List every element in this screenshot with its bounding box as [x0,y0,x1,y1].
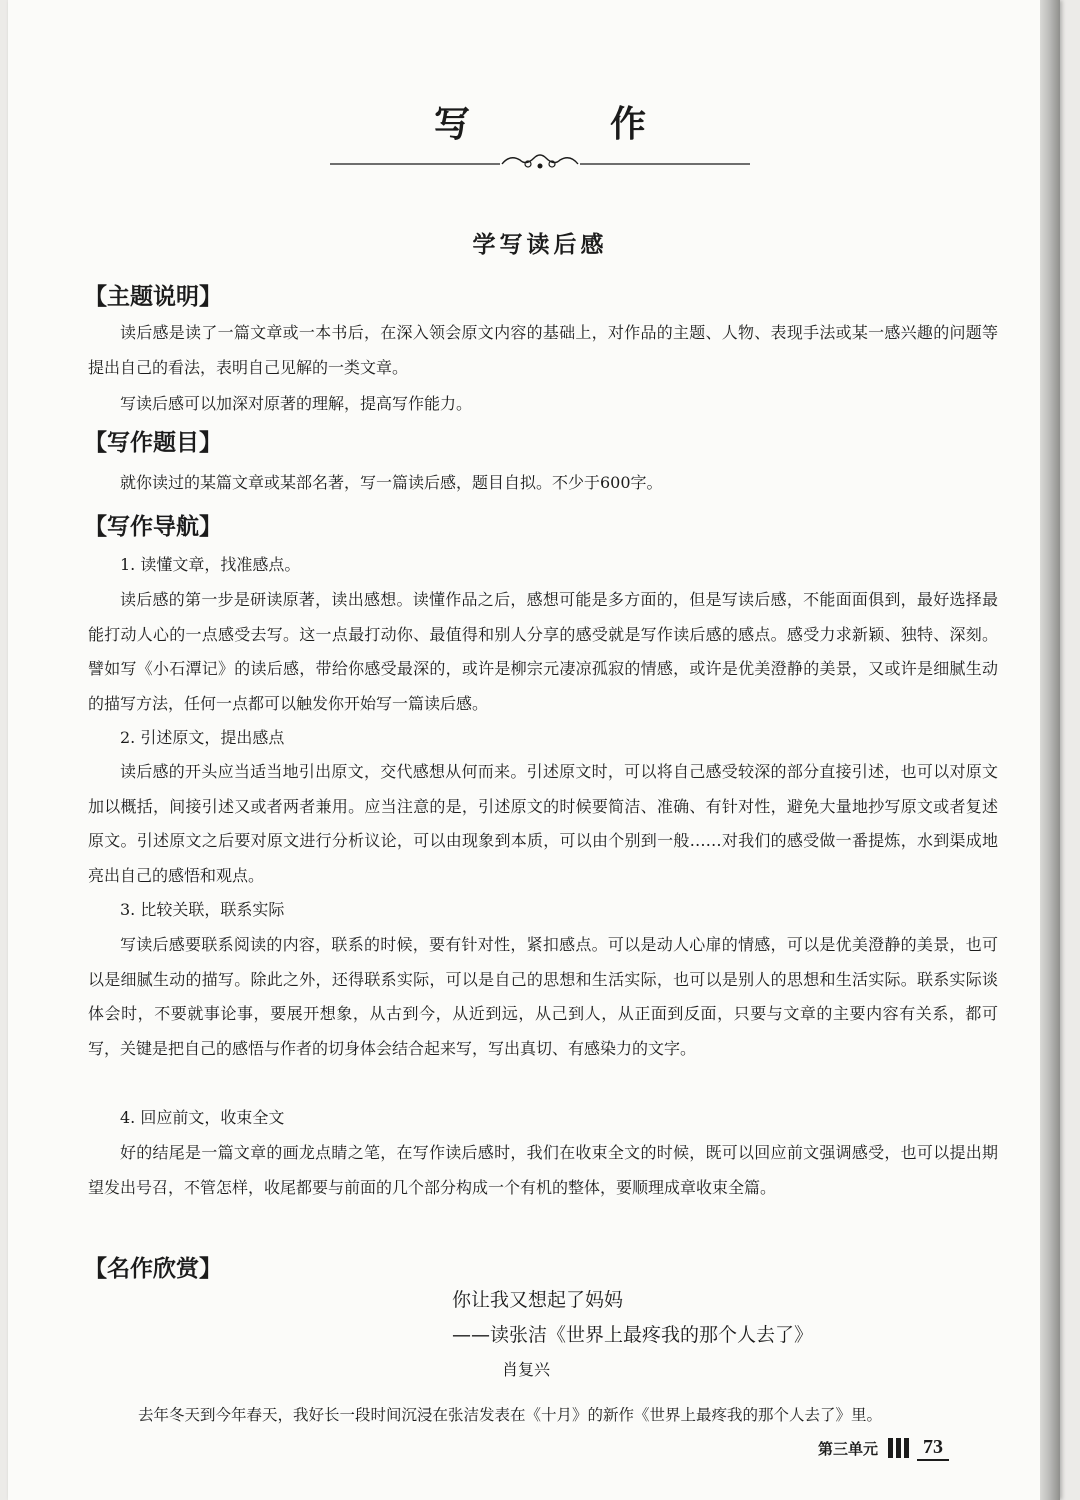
theme-heading: 【主题说明】 [84,284,222,310]
guide-heading: 【写作导航】 [84,514,222,540]
unit-label: 第三单元 [818,1439,879,1458]
divider-ornament-icon [330,146,750,176]
page-title: 写 作 [433,104,698,145]
essay-title: 你让我又想起了妈妈 [452,1289,624,1311]
appreciation-heading: 【名作欣赏】 [84,1256,222,1282]
guide-step-heading: 3. 比较关联，联系实际 [120,900,285,919]
essay-subtitle: ——读张洁《世界上最疼我的那个人去了》 [452,1324,814,1346]
theme-paragraph: 读后感是读了一篇文章或一本书后，在深入领会原文内容的基础上，对作品的主题、人物、表现手法或某一感兴趣的问题等提出自己的看法，表明自己见解的一类文章。 [88,323,998,377]
guide-step-heading: 4. 回应前文，收束全文 [120,1108,285,1127]
guide-step-heading: 1. 读懂文章，找准感点。 [120,555,301,574]
topic-heading: 【写作题目】 [84,430,222,456]
essay-author: 肖复兴 [502,1360,551,1379]
guide-paragraph: 读后感的开头应当适当地引出原文，交代感想从何而来。引述原文时，可以将自己感受较深的部分直接引述，也可以对原文加以概括，间接引述又或者两者兼用。应当注意的是，引述原文的时候要简洁、准确、有针对性，避免大量地抄写原文或者复述原文。引述原文之后要对原文进行分析议论，可以由现象到本质，可以由个别到一般……对我们的感受做一番提炼，水到渠成地亮出自己的感悟和观点。 [88,762,998,885]
page-footer [818,1432,949,1464]
page-number: 73 [917,1436,949,1461]
guide-step-heading: 2. 引述原文，提出感点 [120,728,285,747]
guide-paragraph: 读后感的第一步是研读原著，读出感想。读懂作品之后，感想可能是多方面的，但是写读后感，不能面面俱到，最好选择最能打动人心的一点感受去写。这一点最打动你、最值得和别人分享的感受就是写作读后感的感点。感受力求新颖、独特、深刻。譬如写《小石潭记》的读后感，带给你感受最深的，或许是柳宗元凄凉孤寂的情感，或许是优美澄静的美景，又或许是细腻生动的描写方法，任何一点都可以触发你开始写一篇读后感。 [88,590,998,713]
guide-paragraph: 好的结尾是一篇文章的画龙点睛之笔，在写作读后感时，我们在收束全文的时候，既可以回应前文强调感受，也可以提出期望发出号召，不管怎样，收尾都要与前面的几个部分构成一个有机的整体，要顺理成章收束全篇。 [88,1143,998,1197]
page-edge [1040,0,1060,1500]
topic-paragraph: 就你读过的某篇文章或某部名著，写一篇读后感，题目自拟。不少于600字。 [120,473,663,492]
essay-paragraph: 去年冬天到今年春天，我好长一段时间沉浸在张洁发表在《十月》的新作《世界上最疼我的那个人去了》里。 [138,1406,883,1424]
lesson-title: 学写读后感 [472,232,608,258]
footer-bars-icon [888,1438,909,1458]
theme-paragraph: 写读后感可以加深对原著的理解，提高写作能力。 [120,394,473,413]
guide-paragraph: 写读后感要联系阅读的内容，联系的时候，要有针对性，紧扣感点。可以是动人心扉的情感，可以是优美澄静的美景，也可以是细腻生动的描写。除此之外，还得联系实际，可以是自己的思想和生活实际，也可以是别人的思想和生活实际。联系实际谈体会时，不要就事论事，要展开想象，从古到今，从近到远，从己到人，从正面到反面，只要与文章的主要内容有关系，都可写，关键是把自己的感悟与作者的切身体会结合起来写，写出真切、有感染力的文字。 [88,935,998,1058]
